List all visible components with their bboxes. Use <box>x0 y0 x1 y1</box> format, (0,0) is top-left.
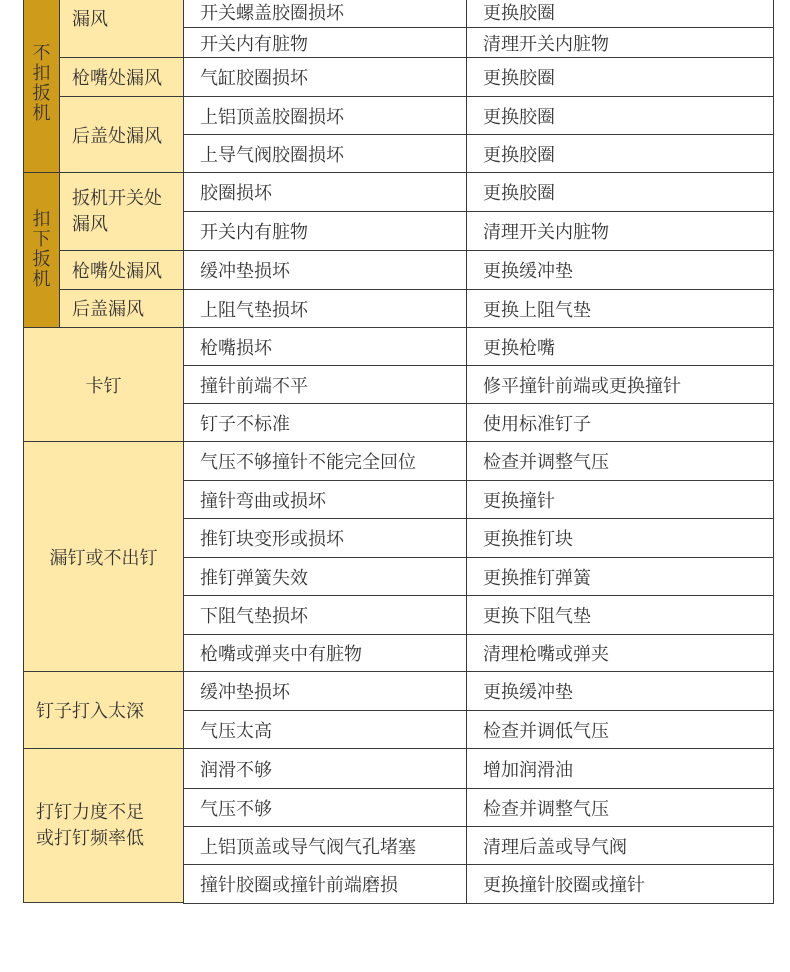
fix-text: 增加润滑油 <box>483 759 573 781</box>
cause-cell <box>183 826 467 865</box>
fix-cell <box>466 788 774 827</box>
fix-text: 修平撞针前端或更换撞针 <box>483 375 681 397</box>
cause-text: 下阻气垫损坏 <box>200 606 308 627</box>
cause-text: 气压太高 <box>200 720 272 742</box>
cause-cell <box>183 250 467 290</box>
fix-cell <box>466 289 774 328</box>
fix-text: 更换胶圈 <box>483 144 555 166</box>
fix-text: 检查并调低气压 <box>483 720 609 742</box>
fix-cell <box>466 365 774 404</box>
cause-text: 撞针弯曲或损坏 <box>200 490 326 512</box>
fix-text: 检查并调整气压 <box>483 798 609 820</box>
subcat-leak: 漏风 <box>59 0 184 58</box>
fix-text: 清理开关内脏物 <box>483 222 609 243</box>
fix-cell <box>466 403 774 442</box>
group-char: 扣 <box>32 63 51 84</box>
cause-cell <box>183 327 467 366</box>
fix-cell <box>466 211 774 251</box>
fix-text: 更换推钉弹簧 <box>483 567 591 589</box>
cause-text: 撞针前端不平 <box>200 375 308 397</box>
cause-text: 胶圈损坏 <box>200 183 272 204</box>
fix-cell <box>466 441 774 481</box>
fix-text: 更换撞针胶圈或撞针 <box>483 875 645 896</box>
group-char: 扳 <box>32 83 51 104</box>
fix-cell <box>466 634 774 672</box>
fix-cell <box>466 327 774 366</box>
subcat-trigger-switch-leak: 扳机开关处 漏风 <box>59 172 184 251</box>
subcat-cover-leak-2: 后盖漏风 <box>59 289 184 328</box>
fix-text: 清理后盖或导气阀 <box>483 836 627 858</box>
fix-cell <box>466 671 774 711</box>
group-char: 下 <box>32 229 51 250</box>
cause-text: 缓冲垫损坏 <box>200 261 290 282</box>
cause-cell <box>183 172 467 212</box>
cause-text: 开关内有脏物 <box>200 33 308 55</box>
cause-cell <box>183 57 467 97</box>
fix-text: 使用标准钉子 <box>483 413 591 435</box>
cause-cell <box>183 211 467 251</box>
cause-cell <box>183 480 467 519</box>
fix-cell <box>466 557 774 596</box>
cause-cell <box>183 365 467 404</box>
subcat-nozzle-leak-2: 枪嘴处漏风 <box>59 250 184 290</box>
cause-text: 上导气阀胶圈损坏 <box>200 144 344 166</box>
fix-text: 更换上阻气垫 <box>483 299 591 321</box>
fix-cell <box>466 250 774 290</box>
cause-cell <box>183 289 467 328</box>
fix-cell <box>466 57 774 97</box>
cause-text: 上阻气垫损坏 <box>200 299 308 321</box>
cause-text: 枪嘴或弹夹中有脏物 <box>200 644 362 665</box>
cause-cell <box>183 595 467 635</box>
cause-cell <box>183 671 467 711</box>
cause-text: 上铝顶盖胶圈损坏 <box>200 106 344 128</box>
cause-text: 缓冲垫损坏 <box>200 682 290 703</box>
cause-text: 枪嘴损坏 <box>200 337 272 359</box>
group-char: 机 <box>32 103 51 124</box>
cause-text: 推钉块变形或损坏 <box>200 529 344 550</box>
fix-text: 清理开关内脏物 <box>483 33 609 55</box>
group-not-pulling-trigger <box>23 0 60 173</box>
cause-text: 撞针胶圈或撞针前端磨损 <box>200 875 398 896</box>
fix-cell <box>466 710 774 749</box>
cause-cell <box>183 27 467 58</box>
fix-text: 更换撞针 <box>483 490 555 512</box>
group-char: 扳 <box>32 249 51 270</box>
fix-text: 更换缓冲垫 <box>483 261 573 282</box>
category-nail-jam: 卡钉 <box>23 327 184 442</box>
fix-text: 更换胶圈 <box>483 2 555 24</box>
cause-cell <box>183 748 467 789</box>
fix-text: 更换胶圈 <box>483 106 555 128</box>
category-nail-too-deep: 钉子打入太深 <box>23 671 184 749</box>
cause-cell <box>183 0 467 28</box>
fix-cell <box>466 27 774 58</box>
fix-text: 更换推钉块 <box>483 529 573 550</box>
subcat-nozzle-leak: 枪嘴处漏风 <box>59 57 184 97</box>
fix-text: 更换缓冲垫 <box>483 682 573 703</box>
category-weak-force: 打钉力度不足 或打钉频率低 <box>23 748 184 903</box>
group-char: 扣 <box>32 209 51 230</box>
fix-cell <box>466 480 774 519</box>
group-char: 机 <box>32 269 51 290</box>
fix-cell <box>466 748 774 789</box>
cause-cell <box>183 441 467 481</box>
cause-text: 开关内有脏物 <box>200 222 308 243</box>
cause-text: 推钉弹簧失效 <box>200 567 308 589</box>
fix-cell <box>466 826 774 865</box>
group-pulling-trigger <box>23 172 60 328</box>
cause-text: 钉子不标准 <box>200 413 290 435</box>
cause-cell <box>183 134 467 173</box>
fix-cell <box>466 0 774 28</box>
fix-text: 更换枪嘴 <box>483 337 555 359</box>
cause-text: 气压不够撞针不能完全回位 <box>200 452 416 473</box>
fix-text: 更换胶圈 <box>483 183 555 204</box>
fix-cell <box>466 172 774 212</box>
fix-text: 检查并调整气压 <box>483 452 609 473</box>
subcat-cover-leak: 后盖处漏风 <box>59 96 184 173</box>
category-missing-nail: 漏钉或不出钉 <box>23 441 184 672</box>
cause-text: 气缸胶圈损坏 <box>200 68 308 89</box>
cause-text: 开关螺盖胶圈损坏 <box>200 2 344 24</box>
cause-text: 上铝顶盖或导气阀气孔堵塞 <box>200 836 416 858</box>
cause-cell <box>183 403 467 442</box>
fix-cell <box>466 518 774 558</box>
cause-cell <box>183 864 467 904</box>
fix-cell <box>466 595 774 635</box>
group-char: 不 <box>32 43 51 64</box>
fix-cell <box>466 134 774 173</box>
fix-text: 更换胶圈 <box>483 68 555 89</box>
fix-text: 更换下阻气垫 <box>483 606 591 627</box>
fix-cell <box>466 96 774 135</box>
cause-cell <box>183 710 467 749</box>
cause-cell <box>183 557 467 596</box>
cause-cell <box>183 96 467 135</box>
fix-text: 清理枪嘴或弹夹 <box>483 644 609 665</box>
cause-text: 气压不够 <box>200 798 272 820</box>
fix-cell <box>466 864 774 904</box>
cause-text: 润滑不够 <box>200 759 272 781</box>
cause-cell <box>183 788 467 827</box>
cause-cell <box>183 634 467 672</box>
cause-cell <box>183 518 467 558</box>
